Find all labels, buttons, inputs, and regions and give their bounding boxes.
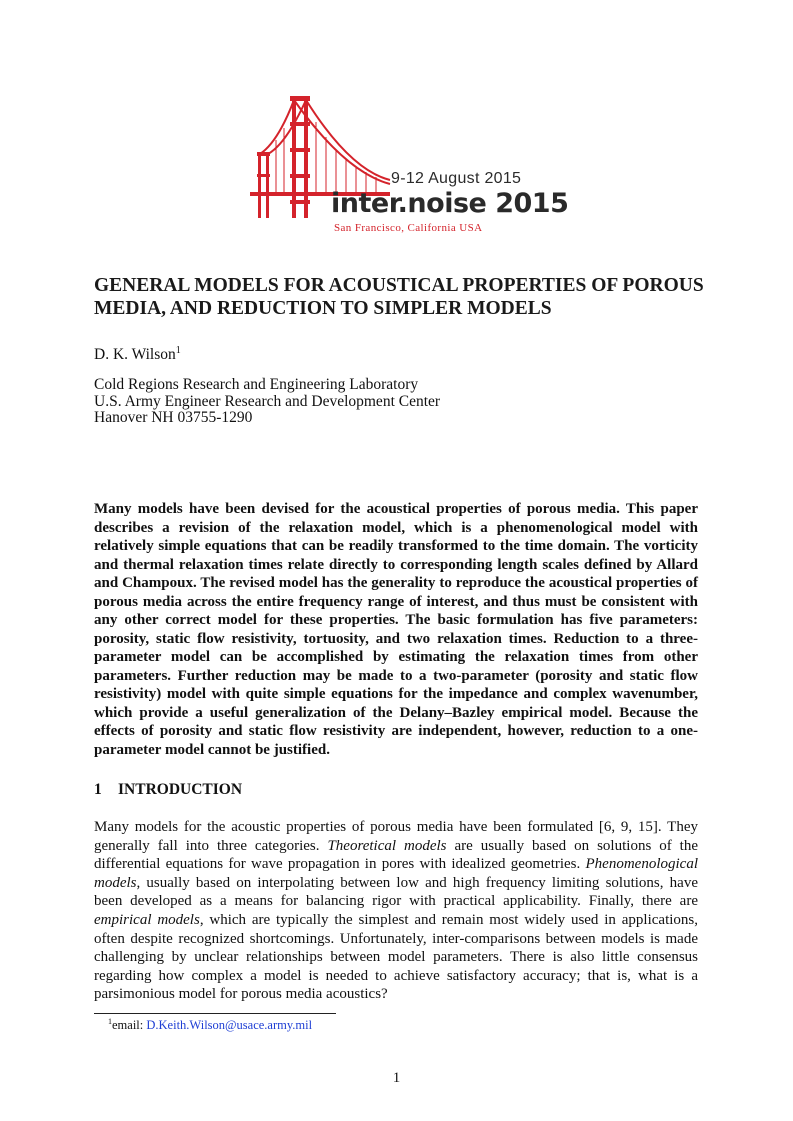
affiliation-block <box>94 377 440 427</box>
author-line <box>94 345 181 364</box>
footnote <box>108 1017 312 1033</box>
conference-date: 9-12 August 2015 <box>391 170 522 187</box>
intro-emphasis: Phenomenological models <box>94 856 698 891</box>
introduction-paragraph <box>94 818 698 1004</box>
page-number: 1 <box>392 1070 401 1086</box>
footnote-mark: 1 <box>108 1017 112 1026</box>
intro-text: are usually based on solutions of the differential equations for wave propagation in pores with idealized geometries. <box>94 837 699 873</box>
author-footnote-mark: 1 <box>175 345 181 356</box>
intro-text: , which are typically the simplest and remain most widely used in applications, often despite recognized shortcomings. Unfortunately, inter-comparisons between models is made challenging by unclear relationships between model parameters. There is also little consensus regarding how complex a model is needed to achieve satisfactory accuracy; that is, what is a parsimonious model for porous media acoustics? <box>94 911 698 1003</box>
conference-location: San Francisco, California USA <box>334 222 483 234</box>
intro-text: , usually based on interpolating between low and high frequency limiting solutions, have been developed as a means for balancing rigor with practical applicability. Finally, there are <box>94 874 698 910</box>
golden-gate-bridge-icon <box>250 92 550 242</box>
conference-logo <box>250 92 569 242</box>
intro-text: Many models for the acoustic properties of porous media have been formulated [6, 9, 15]. They generally fall into three categories. <box>94 819 698 854</box>
section-heading <box>94 781 242 799</box>
affiliation-line: U.S. Army Engineer Research and Development Center <box>94 392 441 410</box>
affiliation-line: Hanover NH 03755-1290 <box>94 409 253 426</box>
author-name: D. K. Wilson <box>94 346 176 364</box>
footnote-divider <box>94 1013 336 1014</box>
email-link[interactable]: D.Keith.Wilson@usace.army.mil <box>146 1018 313 1033</box>
abstract: Many models have been devised for the acoustical properties of porous media. This paper describes a revision of the relaxation model, which is a phenomenological model with relatively simple equations that can be readily transformed to the time domain. The vorticity and thermal relaxation times relate directly to corresponding length scales defined by Allard and Champoux. The revised model has the generality to reproduce the acoustical properties of porous media across the entire frequency range of interest, and thus must be consistent with any other correct model for these properties. The basic formulation has five parameters: porosity, static flow resistivity, tortuosity, and two relaxation times. Reduction to a three-parameter model can be accomplished by estimating the relaxation times from other parameters. Further reduction may be made to a two-parameter (porosity and static flow resistivity) model with quite simple equations for the impedance and complex wavenumber, which provide a useful generalization of the Delany–Bazley empirical model. Because the effects of porosity and static flow resistivity are independent, however, reduction to a one-parameter model cannot be justified. <box>94 501 698 758</box>
affiliation-line: Cold Regions Research and Engineering Laboratory <box>94 376 419 393</box>
intro-emphasis: empirical models <box>94 911 200 928</box>
paper-title: GENERAL MODELS FOR ACOUSTICAL PROPERTIES OF POROUS MEDIA, AND REDUCTION TO SIMPLER MODELS <box>94 275 704 319</box>
intro-emphasis: Theoretical models <box>327 837 447 854</box>
section-number: 1 <box>94 781 102 798</box>
conference-name: inter.noise 2015 <box>331 188 569 219</box>
section-title: INTRODUCTION <box>118 781 243 798</box>
footnote-label: email: <box>112 1018 147 1033</box>
